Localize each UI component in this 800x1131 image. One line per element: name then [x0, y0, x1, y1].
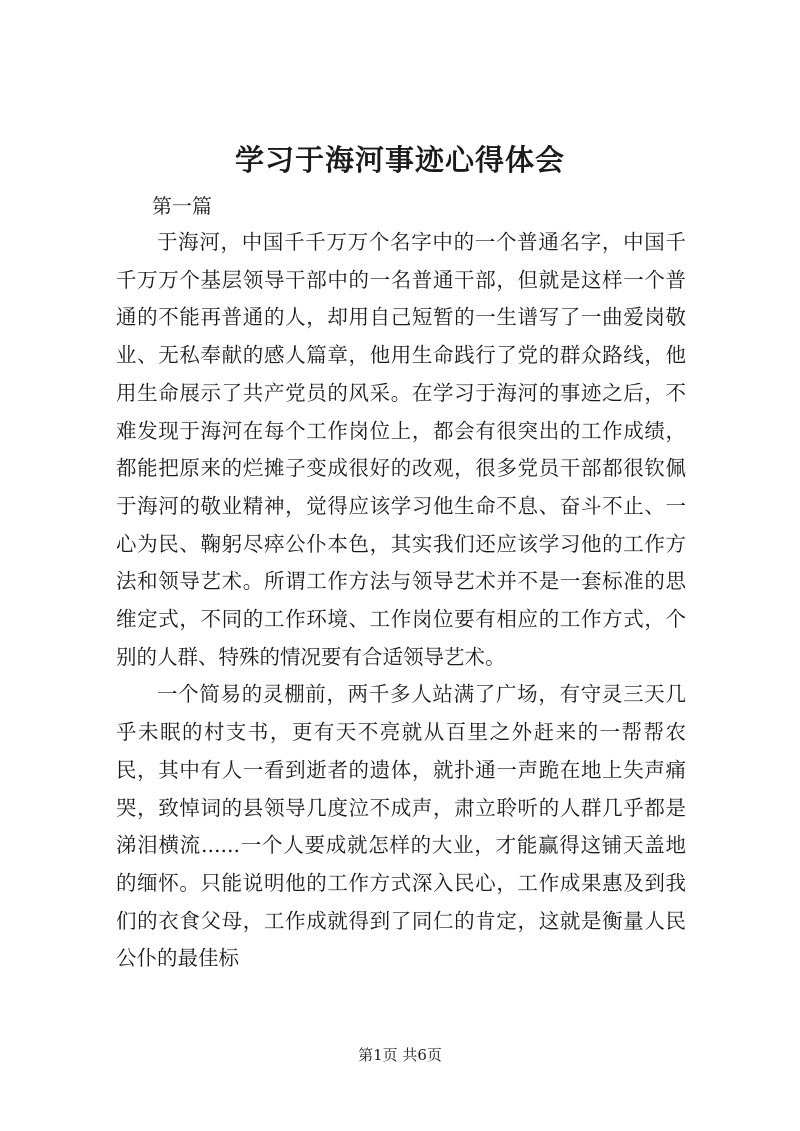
page-title: 学习于海河事迹心得体会: [234, 143, 565, 177]
paragraph: 于海河，中国千千万万个名字中的一个普通名字，中国千千万万个基层领导干部中的一名普通干部，但就是这样一个普通的不能再普通的人，却用自己短暂的一生谱写了一曲爱岗敬业、无私奉献的感人篇章，他用生命践行了党的群众路线，他用生命展示了共产党员的风采。在学习于海河的事迹之后，不难发现于海河在每个工作岗位上，都会有很突出的工作成绩，都能把原来的烂摊子变成很好的改观，很多党员干部都很钦佩于海河的敬业精神，觉得应该学习他生命不息、奋斗不止、一心为民、鞠躬尽瘁公仆本色，其实我们还应该学习他的工作方法和领导艺术。所谓工作方法与领导艺术并不是一套标准的思维定式，不同的工作环境、工作岗位要有相应的工作方式，个别的人群、特殊的情况要有合适领导艺术。: [116, 230, 686, 669]
page-number: 第1页 共6页: [358, 1046, 442, 1064]
body-text: [116, 224, 686, 978]
section-label: 第一篇: [152, 194, 212, 218]
paragraph: 一个简易的灵棚前，两千多人站满了广场，有守灵三天几乎未眠的村支书，更有天不亮就从百里之外赶来的一帮帮农民，其中有人一看到逝者的遗体，就扑通一声跪在地上失声痛哭，致悼词的县领导几度泣不成声，肃立聆听的人群几乎都是涕泪横流......一个人要成就怎样的大业，才能赢得这铺天盖地的缅怀。只能说明他的工作方式深入民心，工作成果惠及到我们的衣食父母，工作成就得到了同仁的肯定，这就是衡量人民公仆的最佳标: [116, 682, 686, 971]
page-footer: [0, 1044, 800, 1065]
